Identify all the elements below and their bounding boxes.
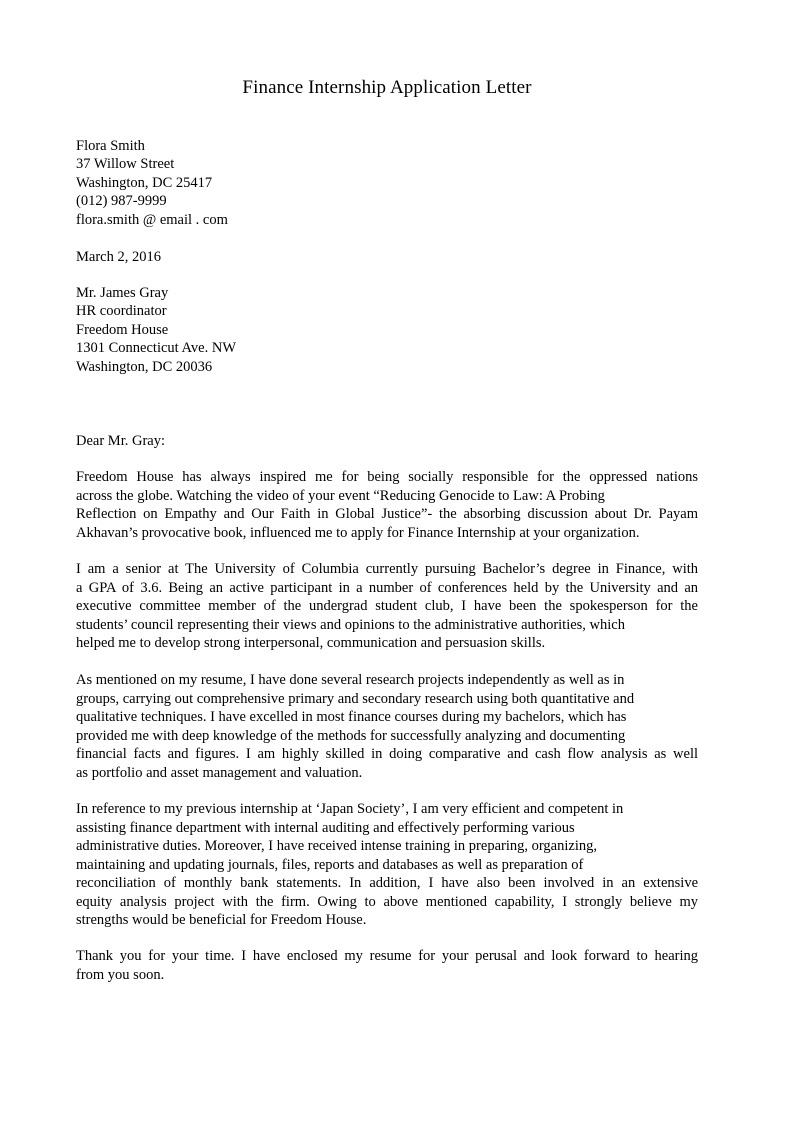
paragraph-line: provided me with deep knowledge of the methods for successfully analyzing and documenting	[76, 727, 626, 744]
body-paragraph-3	[76, 671, 698, 782]
sender-city-state-zip: Washington, DC 25417	[76, 174, 213, 191]
sender-name: Flora Smith	[76, 138, 145, 154]
recipient-name: Mr. James Gray	[76, 285, 169, 301]
recipient-job-title: HR coordinator	[76, 303, 167, 320]
paragraph-line: groups, carrying out comprehensive primary and secondary research using both quantitative and	[76, 690, 635, 707]
body-paragraph-2	[76, 560, 698, 653]
salutation: Dear Mr. Gray:	[76, 433, 165, 449]
paragraph-line: administrative duties. Moreover, I have received intense training in preparing, organizing,	[76, 838, 597, 854]
paragraph-line: In reference to my previous internship at ‘Japan Society’, I am very efficient and competent in	[76, 801, 624, 817]
paragraph-line: executive committee member of the undergrad student club, I have been the spokesperson for the	[76, 598, 698, 614]
recipient-organization: Freedom House	[76, 321, 169, 338]
recipient-street: 1301 Connecticut Ave. NW	[76, 340, 237, 357]
sender-phone: (012) 987-9999	[76, 193, 167, 210]
paragraph-line: reconciliation of monthly bank statements. In addition, I have also been involved in an extensive	[76, 875, 698, 891]
body-paragraph-4	[76, 800, 698, 930]
paragraph-line: Thank you for your time. I have enclosed my resume for your perusal and look forward to hearing	[76, 948, 698, 964]
paragraph-line: as portfolio and asset management and valuation.	[76, 764, 363, 781]
letter-date-block	[76, 248, 698, 266]
paragraph-line: helped me to develop strong interpersonal, communication and persuasion skills.	[76, 635, 546, 651]
paragraph-line: As mentioned on my resume, I have done several research projects independently as well as in	[76, 672, 625, 688]
paragraph-line: financial facts and figures. I am highly skilled in doing comparative and cash flow analysis as well	[76, 746, 698, 762]
paragraph-line: across the globe. Watching the video of your event “Reducing Genocide to Law: A Probing	[76, 487, 605, 504]
paragraph-line: I am a senior at The University of Columbia currently pursuing Bachelor’s degree in Finance, with	[76, 561, 698, 577]
sender-email: flora.smith @ email . com	[76, 211, 228, 228]
paragraph-line: maintaining and updating journals, files, reports and databases as well as preparation of	[76, 856, 584, 873]
paragraph-line: a GPA of 3.6. Being an active participant in a number of conferences held by the University and an	[76, 579, 698, 596]
paragraph-line: equity analysis project with the firm. Owing to above mentioned capability, I strongly believe my	[76, 893, 698, 910]
salutation-block	[76, 432, 698, 450]
paragraph-line: Akhavan’s provocative book, influenced me to apply for Finance Internship at your organization.	[76, 524, 640, 541]
sender-address-block	[76, 137, 698, 229]
paragraph-line: strengths would be beneficial for Freedom House.	[76, 912, 367, 928]
paragraph-line: qualitative techniques. I have excelled in most finance courses during my bachelors, which has	[76, 709, 627, 725]
paragraph-line: assisting finance department with internal auditing and effectively performing various	[76, 819, 575, 836]
paragraph-line: from you soon.	[76, 966, 165, 983]
paragraph-line: Reflection on Empathy and Our Faith in Global Justice”- the absorbing discussion about Dr. Payam	[76, 506, 698, 522]
recipient-address-block	[76, 284, 698, 376]
body-paragraph-1	[76, 468, 698, 542]
paragraph-line: students’ council representing their views and opinions to the administrative authorities, which	[76, 616, 625, 633]
page-title: Finance Internship Application Letter	[242, 77, 532, 98]
paragraph-line: Freedom House has always inspired me for being socially responsible for the oppressed nations	[76, 469, 698, 485]
letter-date: March 2, 2016	[76, 249, 161, 265]
body-paragraph-5	[76, 947, 698, 984]
recipient-city-state-zip: Washington, DC 20036	[76, 358, 213, 375]
sender-street: 37 Willow Street	[76, 156, 175, 173]
